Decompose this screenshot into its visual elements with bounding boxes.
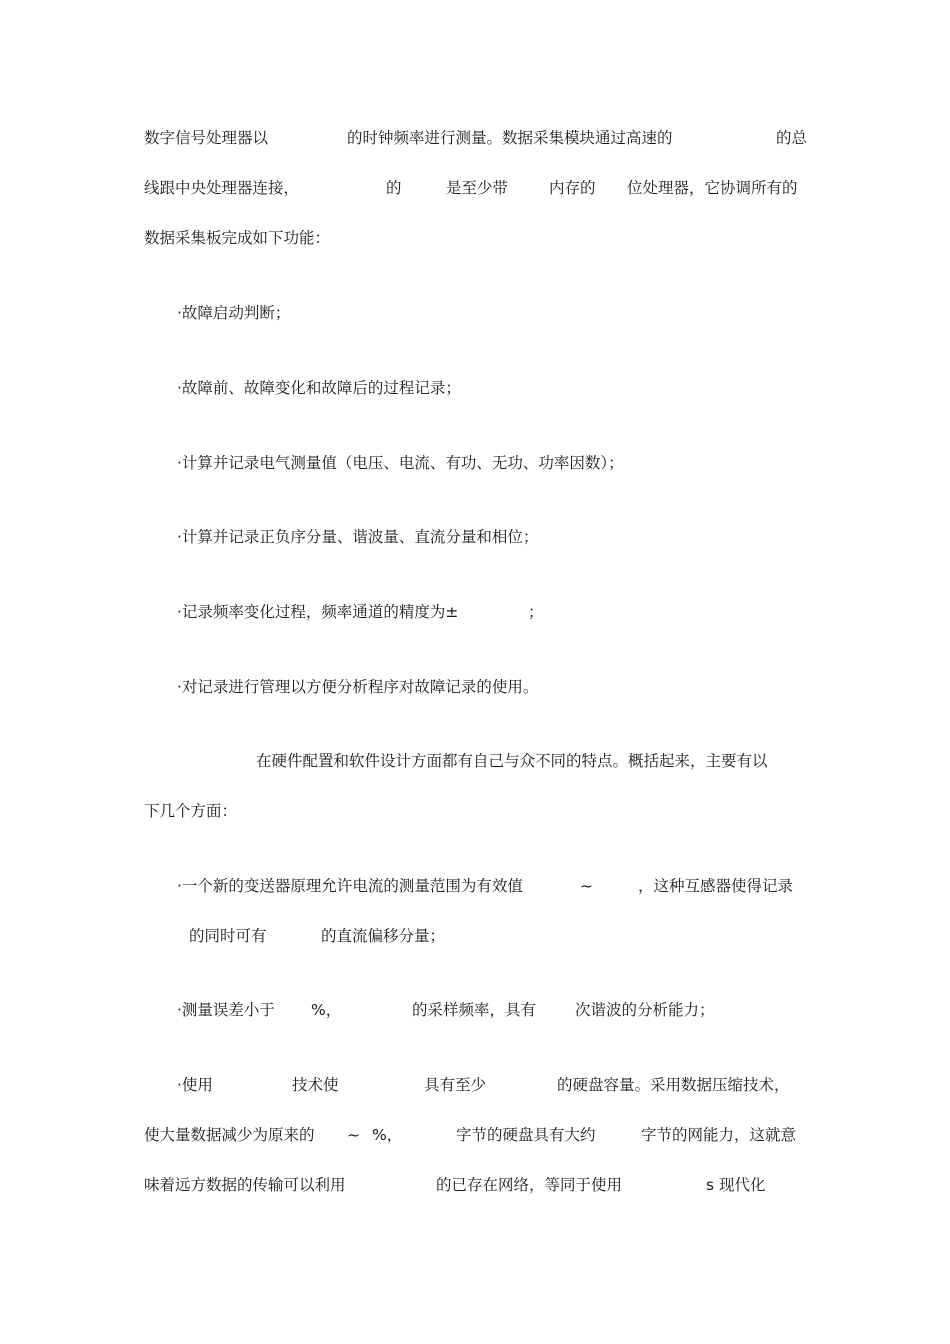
text-segment: %，	[372, 1126, 403, 1144]
text-segment: 数据采集板完成如下功能：	[144, 229, 331, 247]
text-segment: ·一个新的变送器原理允许电流的测量范围为有效值	[177, 877, 523, 895]
text-segment: s 现代化	[706, 1176, 766, 1194]
text-segment: 次谐波的分析能力；	[575, 1001, 715, 1019]
text-segment: 使大量数据减少为原来的	[144, 1126, 315, 1144]
list-item-text: ·对记录进行管理以方便分析程序对故障记录的使用。	[177, 678, 539, 696]
text-segment: %，	[311, 1001, 342, 1019]
text-segment: 味着远方数据的传输可以利用	[144, 1176, 346, 1194]
text-segment: ·测量误差小于	[177, 1001, 275, 1019]
text-segment: ~	[347, 1126, 360, 1144]
list-item-text: ·计算并记录正负序分量、谐波量、直流分量和相位；	[177, 528, 539, 546]
text-segment: 位处理器，它协调所有的	[627, 179, 798, 197]
text-segment: 下几个方面：	[144, 802, 238, 820]
text-segment: 的直流偏移分量；	[321, 927, 446, 945]
text-segment: 字节的硬盘具有大约	[456, 1126, 596, 1144]
text-segment: 的时钟频率进行测量。数据采集模块通过高速的	[347, 129, 673, 147]
text-segment: 的已存在网络，等同于使用	[436, 1176, 623, 1194]
text-segment: 字节的网能力，这就意	[641, 1126, 797, 1144]
list-item-text: ·计算并记录电气测量值（电压、电流、有功、无功、功率因数）；	[177, 454, 624, 472]
text-segment: 数字信号处理器以	[144, 129, 269, 147]
text-segment: 内存的	[549, 179, 596, 197]
text-segment: 的采样频率，具有	[412, 1001, 537, 1019]
text-segment: 技术使	[292, 1076, 339, 1094]
text-segment: 的同时可有	[189, 927, 267, 945]
text-segment: ·使用	[177, 1076, 213, 1094]
text-segment: 的硬盘容量。采用数据压缩技术，	[557, 1076, 790, 1094]
text-segment: 的	[386, 179, 402, 197]
list-item-text: ·故障前、故障变化和故障后的过程记录；	[177, 379, 461, 397]
text-segment: 是至少带	[446, 179, 509, 197]
text-segment: ；	[528, 603, 544, 621]
text-segment: 具有至少	[424, 1076, 487, 1094]
list-item-text: ·记录频率变化过程，频率通道的精度为±	[177, 603, 459, 621]
text-segment: 的总	[776, 129, 808, 147]
text-segment: ，这种互感器使得记录	[638, 877, 794, 895]
text-segment: ~	[580, 877, 593, 895]
list-item-text: ·故障启动判断；	[177, 304, 291, 322]
text-segment: 线跟中央处理器连接，	[144, 179, 300, 197]
text-segment: 在硬件配置和软件设计方面都有自己与众不同的特点。概括起来，主要有以	[256, 752, 768, 770]
